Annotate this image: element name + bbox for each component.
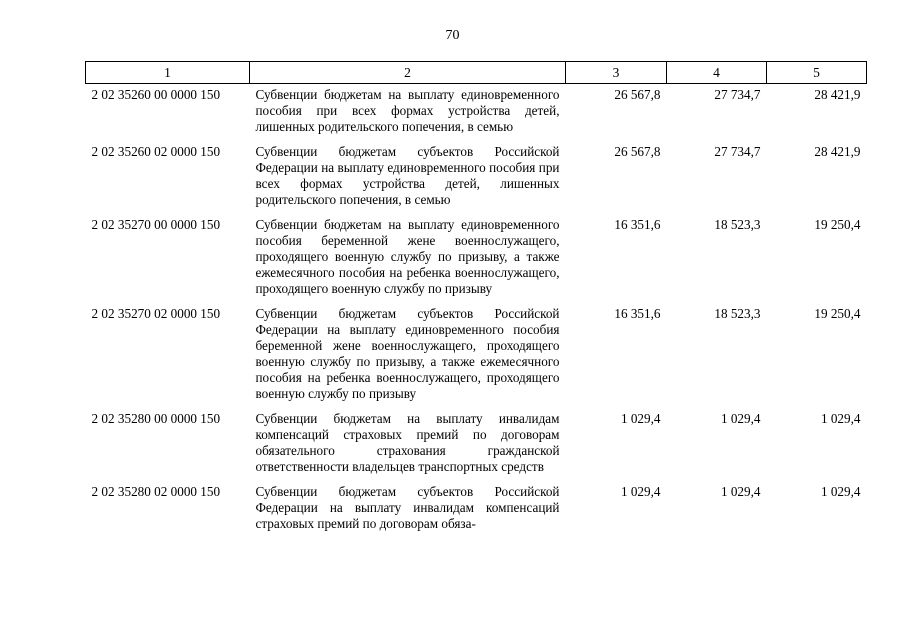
amount-col3: 1 029,4 — [620, 411, 661, 426]
table-row — [86, 84, 867, 142]
budget-description: Субвенции бюджетам на выплату инвалидам компенсаций страховых премий по договорам обязательного страхования гражданской ответственности владельцев транспортных средств — [255, 411, 560, 474]
amount-col5: 1 029,4 — [820, 484, 861, 499]
table-header-row — [86, 62, 867, 84]
budget-description: Субвенции бюджетам субъектов Российской Федерации на выплату единовременного пособия беременной жене военнослужащего, проходящего военную службу по призыву, а также ежемесячного пособия на ребенка военнослужащего, проходящего военную службу по призыву — [255, 306, 560, 401]
amount-col5: 28 421,9 — [814, 144, 861, 159]
budget-code: 2 02 35270 02 0000 150 — [91, 306, 221, 321]
amount-col3: 16 351,6 — [614, 217, 661, 232]
amount-col3: 26 567,8 — [614, 144, 661, 159]
budget-description: Субвенции бюджетам на выплату единовременного пособия беременной жене военнослужащего, проходящего военную службу по призыву, а также ежемесячного пособия на ребенка военнослужащего, проходящего военную службу по призыву — [255, 217, 560, 296]
column-header-2: 2 — [250, 62, 566, 84]
amount-col5: 19 250,4 — [814, 306, 861, 321]
budget-description: Субвенции бюджетам субъектов Российской Федерации на выплату инвалидам компенсаций страховых премий по договорам обяза- — [255, 484, 560, 531]
budget-code: 2 02 35260 02 0000 150 — [91, 144, 221, 159]
page-number: 70 — [445, 28, 460, 43]
amount-col4: 1 029,4 — [720, 411, 761, 426]
amount-col3: 1 029,4 — [620, 484, 661, 499]
amount-col5: 1 029,4 — [820, 411, 861, 426]
amount-col4: 18 523,3 — [714, 306, 761, 321]
table-row — [86, 214, 867, 303]
amount-col3: 26 567,8 — [614, 87, 661, 102]
amount-col5: 19 250,4 — [814, 217, 861, 232]
table-row — [86, 481, 867, 538]
amount-col3: 16 351,6 — [614, 306, 661, 321]
budget-description: Субвенции бюджетам на выплату единовременного пособия при всех формах устройства детей, лишенных родительского попечения, в семью — [255, 87, 560, 134]
amount-col4: 27 734,7 — [714, 144, 761, 159]
amount-col4: 27 734,7 — [714, 87, 761, 102]
budget-code: 2 02 35280 00 0000 150 — [91, 411, 221, 426]
budget-code: 2 02 35270 00 0000 150 — [91, 217, 221, 232]
table-row — [86, 303, 867, 408]
amount-col5: 28 421,9 — [814, 87, 861, 102]
amount-col4: 18 523,3 — [714, 217, 761, 232]
column-header-4: 4 — [667, 62, 767, 84]
budget-code: 2 02 35260 00 0000 150 — [91, 87, 221, 102]
budget-code: 2 02 35280 02 0000 150 — [91, 484, 221, 499]
budget-table — [85, 61, 867, 538]
budget-description: Субвенции бюджетам субъектов Российской Федерации на выплату единовременного пособия при всех формах устройства детей, лишенных родительского попечения, в семью — [255, 144, 560, 207]
amount-col4: 1 029,4 — [720, 484, 761, 499]
table-row — [86, 141, 867, 214]
column-header-1: 1 — [86, 62, 250, 84]
table-row — [86, 408, 867, 481]
column-header-5: 5 — [767, 62, 867, 84]
column-header-3: 3 — [566, 62, 667, 84]
